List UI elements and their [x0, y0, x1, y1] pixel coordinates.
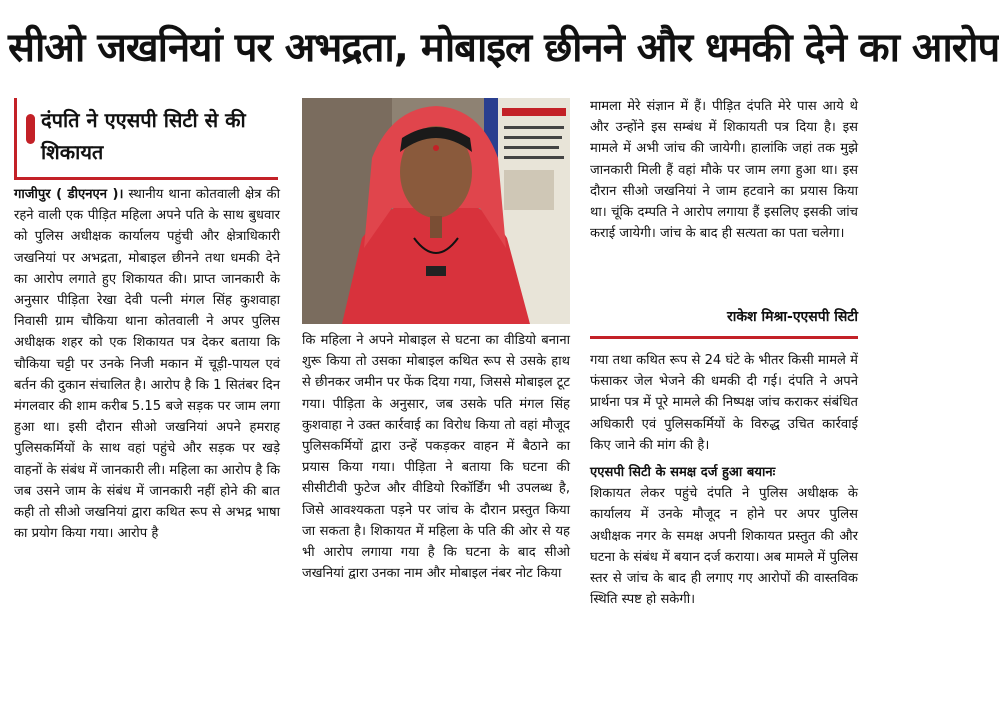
woman-in-red-saree-photo: [302, 98, 570, 324]
dateline: गाजीपुर ( डीएनएन )।: [14, 187, 124, 202]
continuation-text: गया तथा कथित रूप से 24 घंटे के भीतर किसी मामले में फंसाकर जेल भेजने की धमकी दी गई। दंपति ने अपने प्रार्थना पत्र में पूरे मामले की निष्पक्ष जांच कराकर संबंधित अधिकारी एवं पुलिसकर्मियों के विरुद्ध उचित कार्रवाई किए जाने की मांग की है।: [590, 353, 858, 453]
photo-illustration: [302, 98, 570, 324]
article-text-2: कि महिला ने अपने मोबाइल से घटना का वीडियो बनाना शुरू किया तो उसका मोबाइल कथित रूप से उसके हाथ से छीनकर जमीन पर फेंक दिया गया, जिससे मोबाइल टूट गया। पीड़िता के अनुसार, जब उसके पति मंगल सिंह कुशवाहा ने उक्त कार्रवाई का विरोध किया तो वहां मौजूद पुलिसकर्मियों द्वारा उन्हें पकड़कर वाहन में बैठाने का प्रयास किया गया। पीड़िता ने बताया कि घटना की सीसीटीवी फुटेज और वीडियो रिकॉर्डिंग भी उपलब्ध है, जिसे आवश्यकता पड़ने पर जांच के दौरान प्रस्तुत किया जा सकता है। शिकायत में महिला के पति की ओर से यह भी आरोप लगाया गया है कि घटना के बाद सीओ जखनियां द्वारा उनका नाम और मोबाइल नंबर नोट किया: [302, 333, 570, 582]
subheading: दंपति ने एएसपी सिटी से की शिकायत: [41, 108, 246, 164]
section-heading: एएसपी सिटी के समक्ष दर्ज हुआ बयानः: [590, 465, 776, 481]
headline: सीओ जखनियां पर अभद्रता, मोबाइल छीनने और धमकी देने का आरोप: [8, 25, 999, 71]
quote-text: मामला मेरे संज्ञान में हैं। पीड़ित दंपति मेरे पास आये थे और उन्होंने इस सम्बंध में शिकायती पत्र दिया है। इस मामले में अभी जांच की जायेगी। हालांकि जहां तक मुझे जानकारी मिली हैं वहां मौके पर जाम लगा हुआ था। इस दौरान सीओ जखनियां ने जाम हटवाने का प्रयास किया था। चूंकि दम्पति ने आरोप लगाया हैं इसलिए इसकी जांच कराई जायेगी। जांच के बाद ही सत्यता का पता चलेगा।: [590, 99, 858, 242]
article-column-1: [14, 184, 280, 544]
article-column-2: [302, 330, 570, 584]
signature: राकेश मिश्रा-एएसपी सिटी: [726, 309, 858, 325]
subheading-box: [14, 98, 278, 180]
article-column-3: [590, 350, 858, 610]
asp-quote: [590, 96, 858, 244]
section-text: शिकायत लेकर पहुंचे दंपति ने पुलिस अधीक्षक के कार्यालय में उनके मौजूद न होने पर अपर पुलिस अधीक्षक नगर के समक्ष अपनी शिकायत प्रस्तुत की और घटना के संबंध में बयान दर्ज कराया। अब मामले में पुलिस स्तर से जांच के बाद ही लगाए गए आरोपों की वास्तविक स्थिति स्पष्ट हो सकेगी।: [590, 486, 858, 608]
bullet-marker: [26, 114, 35, 144]
article-text-1: स्थानीय थाना कोतवाली क्षेत्र की रहने वाली एक पीड़ित महिला अपने पति के साथ बुधवार को पुलिस अधीक्षक कार्यालय पहुंची और क्षेत्राधिकारी जखनियां पर अभद्रता, मोबाइल छीनने तथा धमकी देने का आरोप लगाते हुए शिकायत की। प्राप्त जानकारी के अनुसार पीड़िता रेखा देवी पत्नी मंगल सिंह कुशवाहा निवासी ग्राम चौकिया थाना कोतवाली ने अपर पुलिस अधीक्षक शहर को एक शिकायत पत्र देकर बताया कि चौकिया चट्टी पर उनके निजी मकान में चूड़ी-पायल एवं बर्तन की दुकान संचालित है। आरोप है कि 1 सितंबर दिन मंगलवार की शाम करीब 5.15 बजे सड़क पर जाम लगा हुआ था। इसी दौरान सीओ जखनियां अपने हमराह पुलिसकर्मियों के साथ वहां पहुंचे और सड़क पर खड़े वाहनों के संबंध में जानकारी ली। महिला का आरोप है कि जब उसने जाम के संबंध में जानकारी नहीं होने की बात कही तो सीओ जखनियां द्वारा कथित रूप से अभद्र भाषा का प्रयोग किया गया। आरोप है: [14, 187, 280, 542]
divider-line: [590, 336, 858, 339]
